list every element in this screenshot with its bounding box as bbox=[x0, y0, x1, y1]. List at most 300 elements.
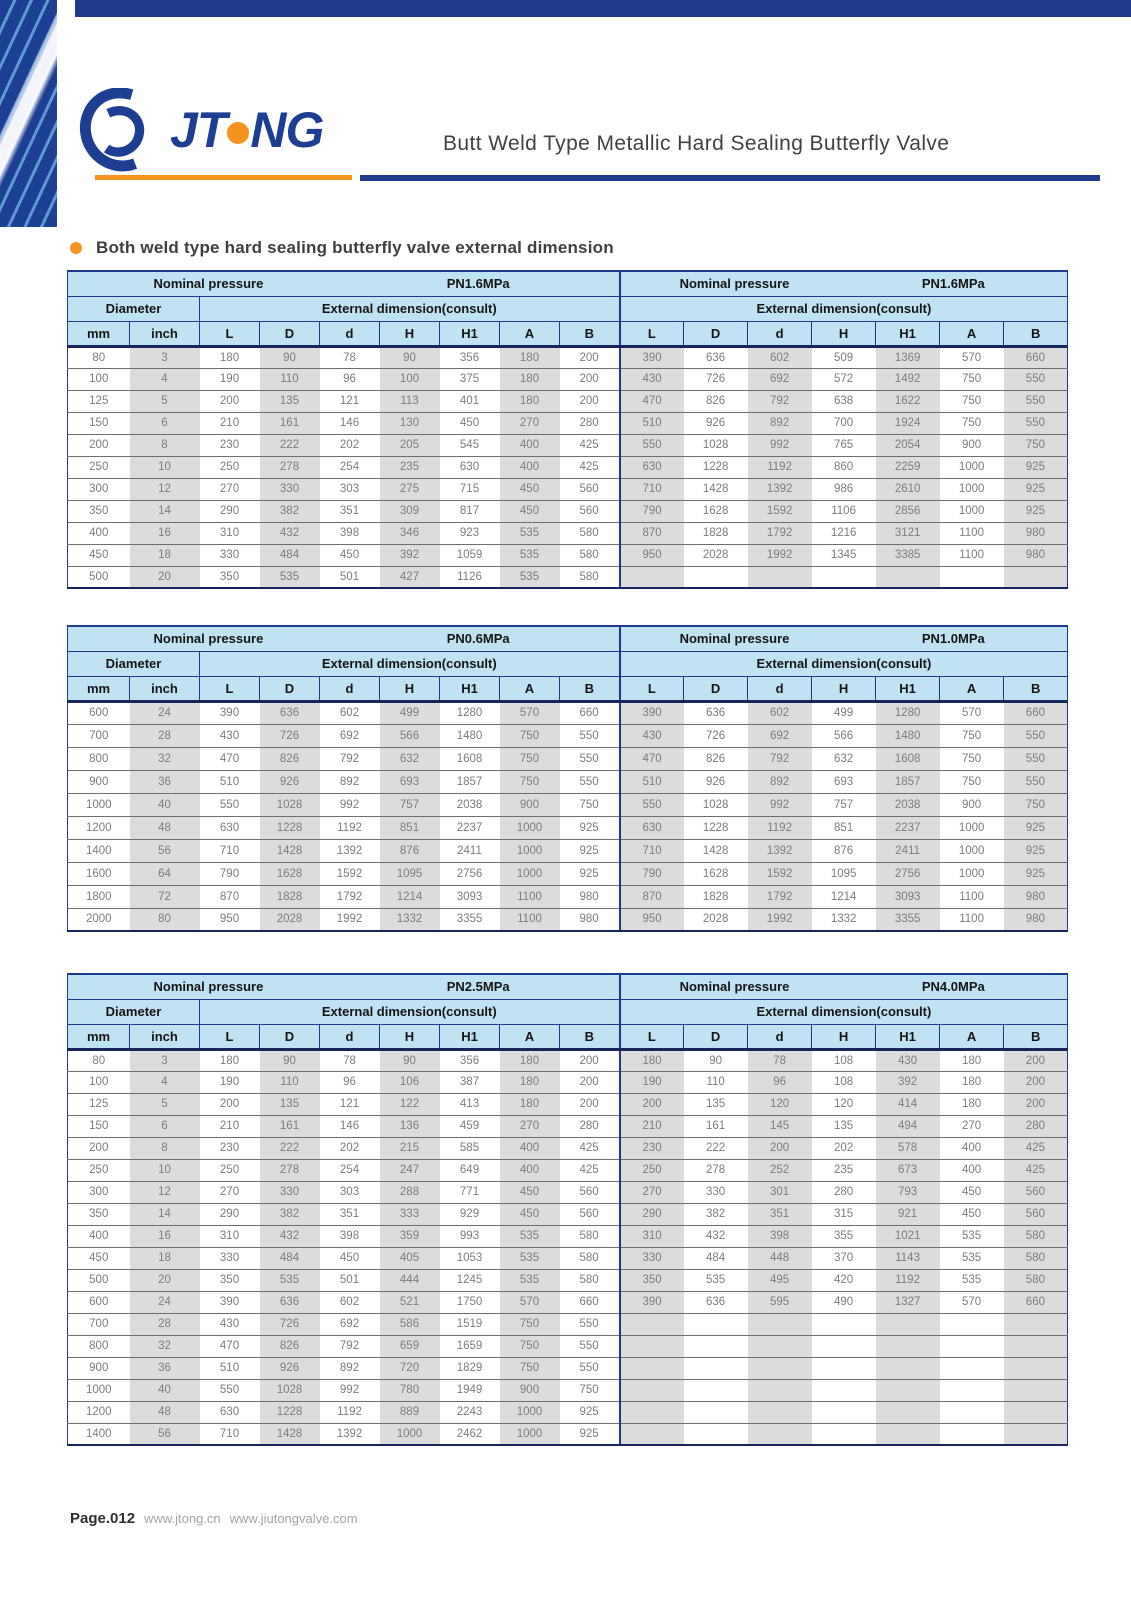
table-cell: 692 bbox=[748, 724, 812, 747]
nominal-pressure-label: Nominal pressure bbox=[153, 631, 264, 647]
table-cell: 570 bbox=[500, 701, 560, 724]
table-cell: 692 bbox=[320, 724, 380, 747]
table-cell: 2756 bbox=[440, 862, 500, 885]
table-cell: 398 bbox=[320, 522, 380, 544]
table-cell: 570 bbox=[940, 701, 1004, 724]
table-cell: 484 bbox=[260, 544, 320, 566]
table-cell: 1592 bbox=[748, 500, 812, 522]
table-cell: 585 bbox=[440, 1137, 500, 1159]
table-cell: 889 bbox=[380, 1401, 440, 1423]
column-header-inch: inch bbox=[130, 1024, 200, 1049]
table-cell: 535 bbox=[500, 544, 560, 566]
table-cell: 566 bbox=[380, 724, 440, 747]
page-footer bbox=[70, 1510, 358, 1527]
table-cell: 750 bbox=[940, 724, 1004, 747]
table-cell: 315 bbox=[812, 1203, 876, 1225]
table-cell: 535 bbox=[260, 566, 320, 588]
table-row bbox=[68, 839, 1068, 862]
table-cell: 400 bbox=[940, 1159, 1004, 1181]
table-cell: 146 bbox=[320, 412, 380, 434]
table-cell: 1192 bbox=[876, 1269, 940, 1291]
table-cell: 120 bbox=[748, 1093, 812, 1115]
table-cell: 202 bbox=[320, 434, 380, 456]
external-dimension-header-left: External dimension(consult) bbox=[200, 651, 620, 676]
table-cell: 3121 bbox=[876, 522, 940, 544]
table-cell bbox=[748, 1401, 812, 1423]
table-cell: 1028 bbox=[260, 793, 320, 816]
table-cell: 40 bbox=[130, 1379, 200, 1401]
table-cell: 2237 bbox=[876, 816, 940, 839]
table-cell: 1200 bbox=[68, 1401, 130, 1423]
column-header-d: d bbox=[748, 676, 812, 701]
table-cell bbox=[876, 1379, 940, 1401]
table-cell: 1228 bbox=[684, 816, 748, 839]
table-cell: 1192 bbox=[320, 1401, 380, 1423]
table-cell: 427 bbox=[380, 566, 440, 588]
page-title: Butt Weld Type Metallic Hard Sealing Butterfly Valve bbox=[443, 132, 950, 155]
table-row bbox=[68, 793, 1068, 816]
table-cell: 392 bbox=[876, 1071, 940, 1093]
table-cell: 1000 bbox=[500, 1401, 560, 1423]
table-cell: 1192 bbox=[748, 456, 812, 478]
table-cell: 750 bbox=[500, 1313, 560, 1335]
column-header-a: A bbox=[500, 321, 560, 346]
table-cell: 280 bbox=[560, 412, 620, 434]
table-cell: 595 bbox=[748, 1291, 812, 1313]
table-cell: 992 bbox=[748, 793, 812, 816]
table-row bbox=[68, 1071, 1068, 1093]
table-cell: 78 bbox=[748, 1049, 812, 1071]
section-heading bbox=[70, 238, 614, 258]
pressure-header-left bbox=[68, 974, 620, 999]
table-cell: 484 bbox=[260, 1247, 320, 1269]
table-cell: 1000 bbox=[380, 1423, 440, 1445]
table-cell: 660 bbox=[560, 1291, 620, 1313]
table-cell: 180 bbox=[940, 1071, 1004, 1093]
table-cell: 382 bbox=[684, 1203, 748, 1225]
table-cell: 1143 bbox=[876, 1247, 940, 1269]
table-cell: 180 bbox=[500, 346, 560, 368]
table-cell: 750 bbox=[560, 1379, 620, 1401]
table-cell: 892 bbox=[320, 1357, 380, 1379]
table-cell: 550 bbox=[200, 793, 260, 816]
logo-text-suffix: NG bbox=[250, 102, 324, 158]
column-header-l: L bbox=[200, 1024, 260, 1049]
table-cell: 817 bbox=[440, 500, 500, 522]
table-cell: 1095 bbox=[380, 862, 440, 885]
table-cell: 726 bbox=[684, 724, 748, 747]
table-cell: 750 bbox=[560, 793, 620, 816]
pressure-value: PN1.6MPa bbox=[446, 276, 510, 292]
table-cell: 980 bbox=[560, 908, 620, 931]
table-cell: 200 bbox=[560, 1049, 620, 1071]
table-cell: 290 bbox=[620, 1203, 684, 1225]
header-row-groups bbox=[68, 651, 1068, 676]
table-cell bbox=[876, 566, 940, 588]
table-row bbox=[68, 1181, 1068, 1203]
table-cell: 560 bbox=[1004, 1203, 1068, 1225]
table-cell bbox=[684, 1357, 748, 1379]
table-cell: 586 bbox=[380, 1313, 440, 1335]
table-cell: 550 bbox=[1004, 724, 1068, 747]
table-cell: 288 bbox=[380, 1181, 440, 1203]
table-cell: 790 bbox=[620, 862, 684, 885]
table-cell bbox=[748, 1313, 812, 1335]
column-header-mm: mm bbox=[68, 321, 130, 346]
external-dimension-header-right: External dimension(consult) bbox=[620, 651, 1068, 676]
table-cell: 501 bbox=[320, 566, 380, 588]
table-cell: 550 bbox=[560, 724, 620, 747]
table-cell: 900 bbox=[940, 793, 1004, 816]
table-cell: 28 bbox=[130, 724, 200, 747]
column-header-d: d bbox=[748, 1024, 812, 1049]
table-cell: 145 bbox=[748, 1115, 812, 1137]
table-cell: 180 bbox=[940, 1093, 1004, 1115]
table-cell: 826 bbox=[684, 390, 748, 412]
table-cell: 560 bbox=[560, 1181, 620, 1203]
table-cell: 659 bbox=[380, 1335, 440, 1357]
column-header-h: H bbox=[812, 676, 876, 701]
table-cell: 2028 bbox=[260, 908, 320, 931]
table-cell bbox=[876, 1401, 940, 1423]
table-cell bbox=[940, 1379, 1004, 1401]
table-cell: 980 bbox=[1004, 908, 1068, 931]
table-cell: 210 bbox=[620, 1115, 684, 1137]
table-cell bbox=[1004, 1313, 1068, 1335]
table-cell: 1857 bbox=[440, 770, 500, 793]
column-header-inch: inch bbox=[130, 321, 200, 346]
table-cell: 200 bbox=[1004, 1049, 1068, 1071]
table-cell: 136 bbox=[380, 1115, 440, 1137]
column-header-d: D bbox=[684, 321, 748, 346]
pressure-header-right bbox=[620, 626, 1068, 651]
table-cell: 222 bbox=[684, 1137, 748, 1159]
table-cell: 432 bbox=[260, 1225, 320, 1247]
table-cell: 190 bbox=[200, 1071, 260, 1093]
table-cell: 570 bbox=[940, 1291, 1004, 1313]
table-row bbox=[68, 1313, 1068, 1335]
table-cell: 450 bbox=[940, 1181, 1004, 1203]
table-cell: 925 bbox=[560, 816, 620, 839]
table-cell: 270 bbox=[500, 412, 560, 434]
table-cell: 450 bbox=[320, 544, 380, 566]
table-cell: 510 bbox=[620, 412, 684, 434]
table-row bbox=[68, 701, 1068, 724]
table-cell: 450 bbox=[500, 478, 560, 500]
page-number: Page.012 bbox=[70, 1510, 136, 1527]
table-cell: 1400 bbox=[68, 839, 130, 862]
table-row bbox=[68, 544, 1068, 566]
table-cell: 5 bbox=[130, 1093, 200, 1115]
table-cell: 180 bbox=[500, 1049, 560, 1071]
table-cell: 921 bbox=[876, 1203, 940, 1225]
table-cell bbox=[748, 566, 812, 588]
table-cell: 499 bbox=[380, 701, 440, 724]
table-cell: 413 bbox=[440, 1093, 500, 1115]
table-cell: 6 bbox=[130, 1115, 200, 1137]
table-cell: 926 bbox=[684, 770, 748, 793]
table-cell: 3355 bbox=[440, 908, 500, 931]
table-cell: 2756 bbox=[876, 862, 940, 885]
table-cell: 992 bbox=[320, 1379, 380, 1401]
table-pn2.5-pn4.0 bbox=[67, 973, 1068, 1446]
table-cell: 1792 bbox=[320, 885, 380, 908]
table-cell: 929 bbox=[440, 1203, 500, 1225]
table-cell: 40 bbox=[130, 793, 200, 816]
table-cell: 3385 bbox=[876, 544, 940, 566]
pressure-value: PN0.6MPa bbox=[446, 631, 510, 647]
table-cell: 2610 bbox=[876, 478, 940, 500]
table-cell: 398 bbox=[320, 1225, 380, 1247]
table-row bbox=[68, 1269, 1068, 1291]
table-cell: 1214 bbox=[812, 885, 876, 908]
table-cell bbox=[876, 1423, 940, 1445]
pressure-value: PN1.6MPa bbox=[921, 276, 985, 292]
pressure-value: PN1.0MPa bbox=[921, 631, 985, 647]
table-cell: 495 bbox=[748, 1269, 812, 1291]
table-cell: 1000 bbox=[940, 839, 1004, 862]
table-cell: 202 bbox=[812, 1137, 876, 1159]
table-row bbox=[68, 862, 1068, 885]
table-cell: 432 bbox=[260, 522, 320, 544]
table-pn1.6-pn1.6 bbox=[67, 270, 1067, 589]
table-row bbox=[68, 522, 1068, 544]
column-header-l: L bbox=[620, 1024, 684, 1049]
table-cell: 2411 bbox=[876, 839, 940, 862]
table-cell: 638 bbox=[812, 390, 876, 412]
table-cell: 96 bbox=[320, 1071, 380, 1093]
table-cell: 78 bbox=[320, 1049, 380, 1071]
table-cell: 392 bbox=[380, 544, 440, 566]
table-cell: 535 bbox=[940, 1269, 1004, 1291]
header-row-columns bbox=[68, 1024, 1068, 1049]
table-cell: 1750 bbox=[440, 1291, 500, 1313]
table-cell: 425 bbox=[1004, 1137, 1068, 1159]
header-row-pressure bbox=[68, 626, 1068, 651]
table-cell: 757 bbox=[380, 793, 440, 816]
table-cell: 470 bbox=[620, 747, 684, 770]
table-cell: 1214 bbox=[380, 885, 440, 908]
table-cell: 660 bbox=[1004, 346, 1068, 368]
table-cell: 1028 bbox=[260, 1379, 320, 1401]
table-cell: 1216 bbox=[812, 522, 876, 544]
header-row-pressure bbox=[68, 974, 1068, 999]
table-cell bbox=[684, 1313, 748, 1335]
table-cell: 535 bbox=[500, 566, 560, 588]
table-cell: 300 bbox=[68, 478, 130, 500]
table-cell: 200 bbox=[620, 1093, 684, 1115]
table-cell: 275 bbox=[380, 478, 440, 500]
table-cell: 550 bbox=[1004, 390, 1068, 412]
table-row bbox=[68, 885, 1068, 908]
brand-logo bbox=[76, 88, 323, 172]
column-header-l: L bbox=[200, 321, 260, 346]
table-cell bbox=[812, 1357, 876, 1379]
table-cell: 270 bbox=[500, 1115, 560, 1137]
table-cell: 550 bbox=[1004, 368, 1068, 390]
column-header-h1: H1 bbox=[876, 676, 940, 701]
table-cell: 800 bbox=[68, 747, 130, 770]
table-cell: 400 bbox=[68, 522, 130, 544]
table-cell: 1245 bbox=[440, 1269, 500, 1291]
table-cell: 980 bbox=[1004, 544, 1068, 566]
table-cell: 235 bbox=[380, 456, 440, 478]
column-header-d: d bbox=[320, 321, 380, 346]
table-cell: 484 bbox=[684, 1247, 748, 1269]
table-row bbox=[68, 1291, 1068, 1313]
table-cell: 290 bbox=[200, 1203, 260, 1225]
table-cell: 356 bbox=[440, 1049, 500, 1071]
table-cell: 110 bbox=[260, 368, 320, 390]
table-cell: 925 bbox=[560, 1423, 620, 1445]
table-cell: 1519 bbox=[440, 1313, 500, 1335]
table-cell: 351 bbox=[320, 500, 380, 522]
table-pn1.6-pn1.6 bbox=[67, 270, 1068, 589]
table-cell: 135 bbox=[684, 1093, 748, 1115]
table-cell bbox=[812, 1423, 876, 1445]
table-cell: 161 bbox=[260, 1115, 320, 1137]
table-cell: 14 bbox=[130, 500, 200, 522]
table-cell: 425 bbox=[1004, 1159, 1068, 1181]
table-cell: 1000 bbox=[68, 1379, 130, 1401]
table-body bbox=[68, 346, 1068, 588]
table-cell: 351 bbox=[320, 1203, 380, 1225]
table-cell: 926 bbox=[684, 412, 748, 434]
table-cell: 980 bbox=[1004, 885, 1068, 908]
nominal-pressure-label: Nominal pressure bbox=[679, 631, 790, 647]
table-cell: 660 bbox=[1004, 1291, 1068, 1313]
table-row bbox=[68, 1379, 1068, 1401]
table-cell: 826 bbox=[260, 1335, 320, 1357]
table-cell: 501 bbox=[320, 1269, 380, 1291]
table-cell: 432 bbox=[684, 1225, 748, 1247]
table-cell: 106 bbox=[380, 1071, 440, 1093]
table-cell: 2038 bbox=[876, 793, 940, 816]
table-cell: 521 bbox=[380, 1291, 440, 1313]
table-cell: 125 bbox=[68, 390, 130, 412]
table-cell: 1369 bbox=[876, 346, 940, 368]
table-cell bbox=[1004, 1357, 1068, 1379]
table-cell: 1059 bbox=[440, 544, 500, 566]
table-cell: 1392 bbox=[320, 1423, 380, 1445]
table-cell bbox=[1004, 1423, 1068, 1445]
table-cell: 750 bbox=[940, 770, 1004, 793]
table-cell: 1592 bbox=[748, 862, 812, 885]
table-cell: 1828 bbox=[684, 885, 748, 908]
table-cell: 1828 bbox=[684, 522, 748, 544]
table-cell: 1345 bbox=[812, 544, 876, 566]
table-cell: 630 bbox=[620, 456, 684, 478]
table-cell: 1829 bbox=[440, 1357, 500, 1379]
table-cell: 1126 bbox=[440, 566, 500, 588]
table-cell: 726 bbox=[260, 1313, 320, 1335]
table-header bbox=[68, 271, 1068, 346]
table-cell: 2237 bbox=[440, 816, 500, 839]
table-cell: 900 bbox=[68, 770, 130, 793]
table-row bbox=[68, 566, 1068, 588]
table-cell: 430 bbox=[200, 1313, 260, 1335]
table-cell: 494 bbox=[876, 1115, 940, 1137]
table-pn2.5-pn4.0 bbox=[67, 973, 1067, 1446]
table-cell: 10 bbox=[130, 1159, 200, 1181]
table-cell: 200 bbox=[560, 1071, 620, 1093]
table-cell: 405 bbox=[380, 1247, 440, 1269]
table-cell: 64 bbox=[130, 862, 200, 885]
table-row bbox=[68, 456, 1068, 478]
pressure-header-right bbox=[620, 974, 1068, 999]
table-cell: 550 bbox=[560, 770, 620, 793]
table-cell: 535 bbox=[684, 1269, 748, 1291]
table-cell: 550 bbox=[560, 1357, 620, 1379]
nominal-pressure-label: Nominal pressure bbox=[153, 979, 264, 995]
column-header-mm: mm bbox=[68, 1024, 130, 1049]
table-cell: 1280 bbox=[440, 701, 500, 724]
table-cell: 1021 bbox=[876, 1225, 940, 1247]
column-header-h1: H1 bbox=[440, 1024, 500, 1049]
table-cell: 135 bbox=[812, 1115, 876, 1137]
table-row bbox=[68, 368, 1068, 390]
table-cell: 580 bbox=[560, 1269, 620, 1291]
table-cell: 330 bbox=[620, 1247, 684, 1269]
table-cell: 1428 bbox=[260, 839, 320, 862]
table-cell: 509 bbox=[812, 346, 876, 368]
table-cell: 950 bbox=[620, 908, 684, 931]
table-cell: 560 bbox=[560, 1203, 620, 1225]
table-row bbox=[68, 1159, 1068, 1181]
table-cell: 135 bbox=[260, 390, 320, 412]
table-cell: 1622 bbox=[876, 390, 940, 412]
table-cell bbox=[876, 1357, 940, 1379]
table-row bbox=[68, 1049, 1068, 1071]
table-cell: 1792 bbox=[748, 522, 812, 544]
table-cell: 108 bbox=[812, 1071, 876, 1093]
column-header-h: H bbox=[380, 676, 440, 701]
table-cell: 750 bbox=[500, 1357, 560, 1379]
table-cell: 925 bbox=[560, 839, 620, 862]
column-header-h1: H1 bbox=[876, 1024, 940, 1049]
table-cell: 4 bbox=[130, 1071, 200, 1093]
table-cell: 1828 bbox=[260, 885, 320, 908]
table-row bbox=[68, 1423, 1068, 1445]
table-cell: 303 bbox=[320, 478, 380, 500]
column-header-b: B bbox=[560, 676, 620, 701]
table-cell: 580 bbox=[1004, 1247, 1068, 1269]
table-cell: 146 bbox=[320, 1115, 380, 1137]
table-cell: 636 bbox=[684, 346, 748, 368]
table-cell: 2054 bbox=[876, 434, 940, 456]
column-header-b: B bbox=[560, 321, 620, 346]
table-cell: 250 bbox=[200, 456, 260, 478]
table-cell: 1327 bbox=[876, 1291, 940, 1313]
table-cell: 180 bbox=[200, 346, 260, 368]
nominal-pressure-label: Nominal pressure bbox=[679, 276, 790, 292]
table-cell bbox=[620, 1335, 684, 1357]
table-cell: 351 bbox=[748, 1203, 812, 1225]
column-header-l: L bbox=[620, 321, 684, 346]
table-cell: 851 bbox=[380, 816, 440, 839]
table-cell: 90 bbox=[260, 346, 320, 368]
table-cell: 1000 bbox=[940, 456, 1004, 478]
table-cell: 500 bbox=[68, 566, 130, 588]
table-cell: 1480 bbox=[440, 724, 500, 747]
table-cell: 459 bbox=[440, 1115, 500, 1137]
table-row bbox=[68, 1137, 1068, 1159]
table-cell: 710 bbox=[620, 839, 684, 862]
table-cell: 235 bbox=[812, 1159, 876, 1181]
table-cell: 180 bbox=[500, 1093, 560, 1115]
table-cell: 1228 bbox=[260, 1401, 320, 1423]
table-cell: 36 bbox=[130, 770, 200, 793]
